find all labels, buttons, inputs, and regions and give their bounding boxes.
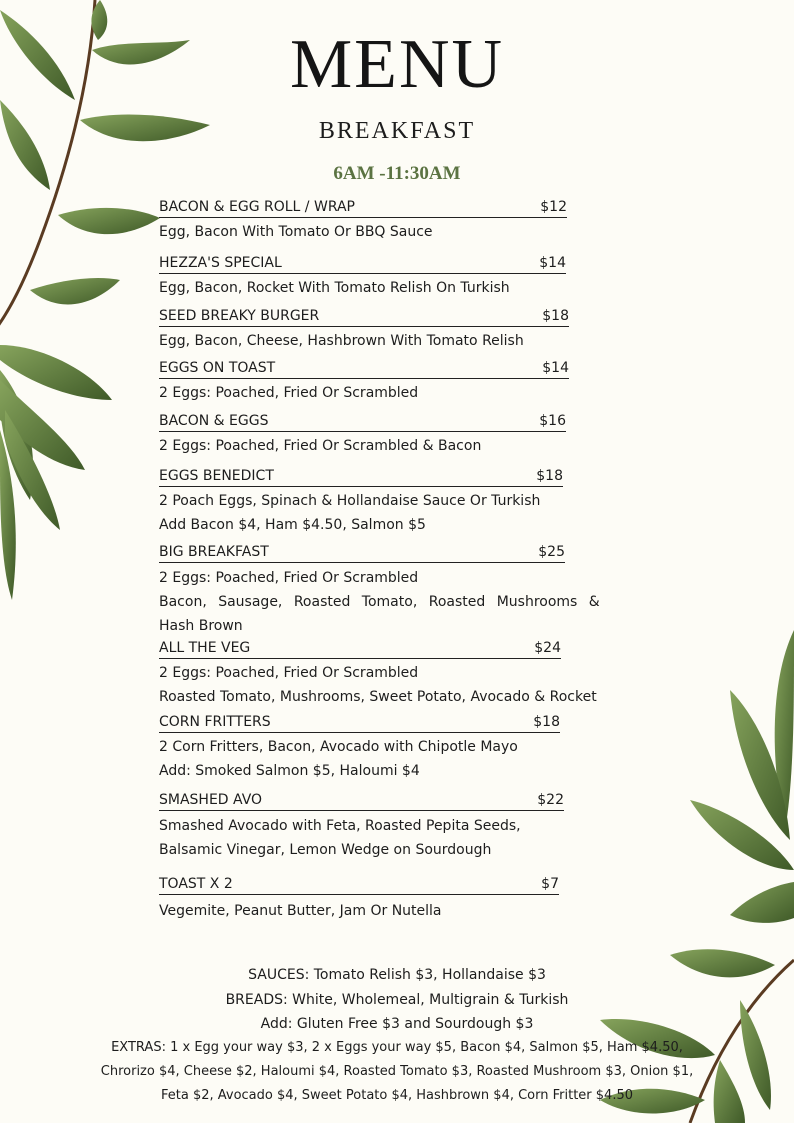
item-description: Egg, Bacon, Rocket With Tomato Relish On Turkish [159, 280, 510, 296]
item-description: Balsamic Vinegar, Lemon Wedge on Sourdough [159, 842, 492, 858]
item-description: Hash Brown [159, 618, 243, 634]
item-price: $18 [542, 308, 569, 324]
item-name: BIG BREAKFAST [159, 544, 269, 560]
item-addon: Add Bacon $4, Ham $4.50, Salmon $5 [159, 517, 426, 533]
item-name: HEZZA'S SPECIAL [159, 255, 282, 271]
item-name: BACON & EGG ROLL / WRAP [159, 199, 355, 215]
item-name: TOAST X 2 [159, 876, 233, 892]
extras-info: Feta $2, Avocado $4, Sweet Potato $4, Hashbrown $4, Corn Fritter $4.50 [160, 1088, 634, 1103]
item-price: $12 [540, 199, 567, 215]
menu-item-hezzas-special [159, 255, 566, 274]
menu-item-bacon-eggs [159, 413, 566, 432]
menu-item-smashed-avo [159, 792, 564, 811]
menu-item-toast-x2 [159, 876, 559, 895]
item-description: 2 Poach Eggs, Spinach & Hollandaise Sauce Or Turkish [159, 493, 541, 509]
opening-hours: 6AM -11:30AM [333, 163, 461, 184]
item-name: EGGS BENEDICT [159, 468, 274, 484]
item-name: BACON & EGGS [159, 413, 269, 429]
item-price: $14 [542, 360, 569, 376]
menu-item-big-breakfast [159, 544, 565, 563]
item-price: $18 [536, 468, 563, 484]
item-description: 2 Eggs: Poached, Fried Or Scrambled [159, 665, 419, 681]
menu-item-eggs-on-toast [159, 360, 569, 379]
item-description: Egg, Bacon With Tomato Or BBQ Sauce [159, 224, 433, 240]
item-description: 2 Eggs: Poached, Fried Or Scrambled & Bacon [159, 438, 482, 454]
menu-item-all-the-veg [159, 640, 561, 659]
item-addon: Add: Smoked Salmon $5, Haloumi $4 [159, 763, 420, 779]
item-name: SEED BREAKY BURGER [159, 308, 320, 324]
item-price: $7 [541, 876, 559, 892]
item-price: $25 [538, 544, 565, 560]
gluten-free-info: Add: Gluten Free $3 and Sourdough $3 [260, 1016, 534, 1032]
item-name: CORN FRITTERS [159, 714, 271, 730]
menu-item-seed-breaky-burger [159, 308, 569, 327]
sauces-info: SAUCES: Tomato Relish $3, Hollandaise $3 [248, 967, 546, 983]
menu-item-eggs-benedict [159, 468, 563, 487]
item-name: SMASHED AVO [159, 792, 263, 808]
item-price: $14 [539, 255, 566, 271]
item-price: $24 [534, 640, 561, 656]
item-description: 2 Eggs: Poached, Fried Or Scrambled [159, 570, 419, 586]
item-description: 2 Eggs: Poached, Fried Or Scrambled [159, 385, 419, 401]
item-description: Vegemite, Peanut Butter, Jam Or Nutella [159, 903, 442, 919]
item-description: Bacon, Sausage, Roasted Tomato, Roasted Mushrooms & [159, 594, 600, 610]
item-price: $16 [539, 413, 566, 429]
menu-item-bacon-egg-roll [159, 199, 567, 218]
item-description: Roasted Tomato, Mushrooms, Sweet Potato, Avocado & Rocket [159, 689, 597, 705]
item-description: Smashed Avocado with Feta, Roasted Pepita Seeds, [159, 818, 521, 834]
extras-info: Chrorizo $4, Cheese $2, Haloumi $4, Roasted Tomato $3, Roasted Mushroom $3, Onion $1, [100, 1064, 694, 1079]
menu-section-title: BREAKFAST [318, 118, 476, 144]
page-title: MENU [289, 26, 505, 103]
item-price: $18 [533, 714, 560, 730]
extras-info: EXTRAS: 1 x Egg your way $3, 2 x Eggs your way $5, Bacon $4, Salmon $5, Ham $4.50, [111, 1040, 683, 1055]
item-name: EGGS ON TOAST [159, 360, 276, 376]
item-price: $22 [537, 792, 564, 808]
item-description: 2 Corn Fritters, Bacon, Avocado with Chipotle Mayo [159, 739, 518, 755]
item-name: ALL THE VEG [159, 640, 251, 656]
breads-info: BREADS: White, Wholemeal, Multigrain & Turkish [225, 992, 569, 1008]
item-description: Egg, Bacon, Cheese, Hashbrown With Tomato Relish [159, 333, 524, 349]
menu-item-corn-fritters [159, 714, 560, 733]
